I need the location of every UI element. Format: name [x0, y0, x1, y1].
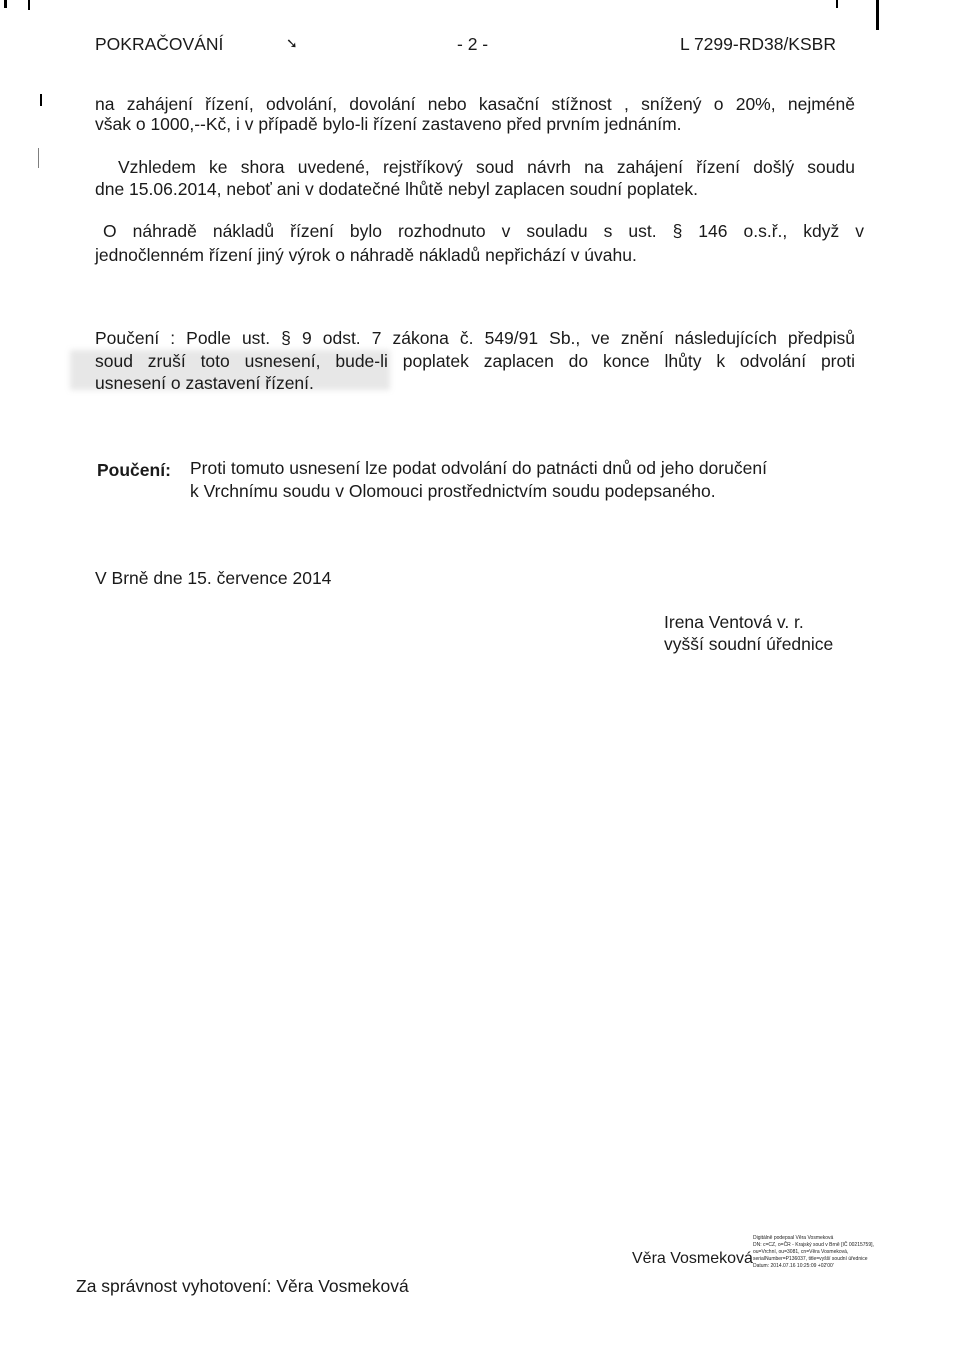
- place-date: V Brně dne 15. července 2014: [95, 568, 332, 588]
- paragraph-1-line-2: však o 1000,--Kč, i v případě bylo-li řízení zastaveno před prvním jednáním.: [95, 114, 682, 134]
- paragraph-2-line-1: Vzhledem ke shora uvedené, rejstříkový soud návrh na zahájení řízení došlý soudu: [118, 157, 855, 177]
- digital-signature-name: Věra Vosmeková: [632, 1250, 753, 1267]
- instruction-label: Poučení:: [97, 460, 171, 480]
- scan-mark: [38, 148, 39, 168]
- signature-detail-line: Datum: 2014.07.16 10:25:09 +02'00': [753, 1263, 834, 1269]
- signature-detail-line: serialNumber=P136037, title=vyšší soudní úřednice: [753, 1256, 868, 1262]
- paragraph-4-line-3: usnesení o zastavení řízení.: [95, 373, 314, 393]
- paragraph-3-line-1: O náhradě nákladů řízení bylo rozhodnuto v souladu s ust. § 146 o.s.ř., když v: [103, 221, 864, 241]
- instruction-line-2: k Vrchnímu soudu v Olomouci prostřednictvím soudu podepsaného.: [190, 481, 716, 501]
- scan-mark: [28, 0, 30, 10]
- signature-detail-line: ou=Vrchní, ou=3081, cn=Věra Vosmeková,: [753, 1249, 849, 1255]
- signatory-name: Irena Ventová v. r.: [664, 612, 804, 632]
- header-arrow-icon: ➘: [286, 35, 298, 51]
- signature-detail-line: Digitálně podepsal Věra Vosmeková: [753, 1235, 834, 1241]
- paragraph-4-line-2: soud zruší toto usnesení, bude-li poplatek zaplacen do konce lhůty k odvolání proti: [95, 351, 855, 371]
- scan-mark: [836, 0, 838, 8]
- header-case-number: L 7299-RD38/KSBR: [680, 34, 836, 54]
- instruction-line-1: Proti tomuto usnesení lze podat odvolání do patnácti dnů od jeho doručení: [190, 458, 767, 478]
- paragraph-1-line-1: na zahájení řízení, odvolání, dovolání nebo kasační stížnost , snížený o 20%, nejméně: [95, 94, 855, 114]
- scan-mark: [876, 0, 879, 30]
- signature-detail-line: DN: c=CZ, o=ČR - Krajský soud v Brně [IČ 00215759],: [753, 1242, 874, 1248]
- signatory-title: vyšší soudní úřednice: [664, 634, 834, 654]
- paragraph-2-line-2: dne 15.06.2014, neboť ani v dodatečné lhůtě nebyl zaplacen soudní poplatek.: [95, 179, 699, 199]
- header-left: POKRAČOVÁNÍ: [95, 34, 224, 54]
- header-page-number: - 2 -: [457, 34, 489, 54]
- scan-mark: [40, 94, 42, 106]
- paragraph-3-line-2: jednočlenném řízení jiný výrok o náhradě nákladů nepřichází v úvahu.: [95, 245, 637, 265]
- paragraph-4-line-1: Poučení : Podle ust. § 9 odst. 7 zákona č. 549/91 Sb., ve znění následujících předpisů: [95, 328, 855, 348]
- scan-mark: [4, 0, 7, 8]
- certification-note: Za správnost vyhotovení: Věra Vosmeková: [76, 1276, 409, 1296]
